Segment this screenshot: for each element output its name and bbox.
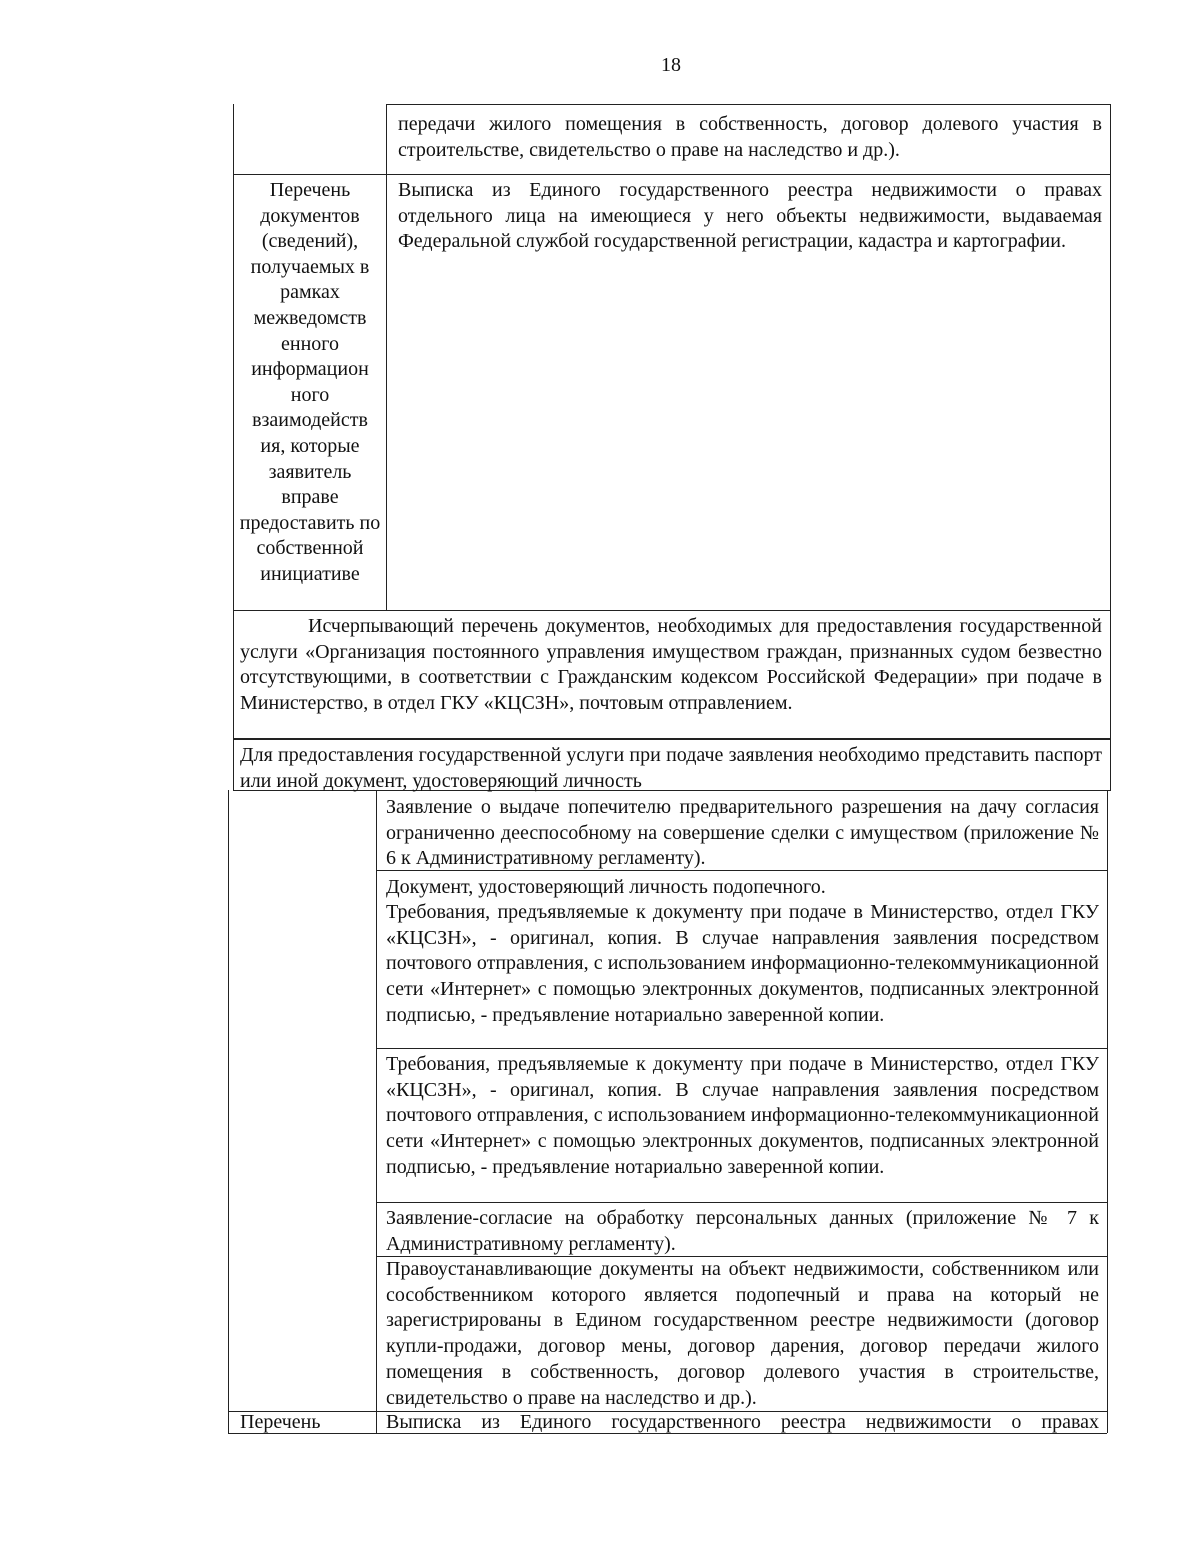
- interagency-label: Перечень документов (сведений), получаемых в рамках межведомств енного информацион ного взаимодейств ия, которые заявитель вправе предоставить по собственной инициативе: [239, 179, 381, 585]
- table-left-border-bottom: [228, 790, 229, 1433]
- table-left-border-top: [233, 104, 234, 610]
- document-item-title: Документ, удостоверяющий личность подопечного.: [386, 876, 826, 898]
- interagency-text: Выписка из Единого государственного реестра недвижимости о правах отдельного лица на имеющиеся у него объекты недвижимости, выдаваемая Федеральной службой государственной регистрации, кадастра и картографии.: [398, 179, 1102, 253]
- last-row-label: Перечень: [240, 1411, 321, 1433]
- table-right-border-bottom: [1107, 790, 1108, 1433]
- table-right-border-top: [1110, 104, 1111, 610]
- row-divider: [376, 1048, 1107, 1049]
- page-number: 18: [661, 54, 681, 76]
- last-row-text: Выписка из Единого государственного реестра недвижимости о правах: [386, 1411, 1099, 1433]
- passport-note-text: Для предоставления государственной услуги при подаче заявления необходимо представить паспорт или иной документ, удостоверяющий личность: [240, 744, 1102, 792]
- row-divider: [233, 174, 1110, 175]
- document-item: Требования, предъявляемые к документу при подаче в Министерство, отдел ГКУ «КЦСЗН», - оригинал, копия. В случае направления заявления посредством почтового отправления, с использованием информационно-телекоммуникационной сети «Интернет» с помощью электронных документов, подписанных электронной подписью, - предъявление нотариально заверенной копии.: [386, 901, 1099, 1026]
- row-divider: [386, 104, 1110, 105]
- row-divider: [376, 1202, 1107, 1203]
- document-item: Заявление о выдаче попечителю предварительного разрешения на дачу согласия ограниченно дееспособному на совершение сделки с имуществом (приложение № 6 к Административному регламенту).: [386, 796, 1099, 870]
- document-item: Заявление-согласие на обработку персональных данных (приложение № 7 к Административному регламенту).: [386, 1207, 1099, 1255]
- document-item: Требования, предъявляемые к документу при подаче в Министерство, отдел ГКУ «КЦСЗН», - оригинал, копия. В случае направления заявления посредством почтового отправления, с использованием информационно-телекоммуникационной сети «Интернет» с помощью электронных документов, подписанных электронной подписью, - предъявление нотариально заверенной копии.: [386, 1053, 1099, 1178]
- section-header-text: Исчерпывающий перечень документов, необходимых для предоставления государственной услуги «Организация постоянного управления имуществом граждан, признанных судом безвестно отсутствующими, в соответствии с Гражданским кодексом Российской Федерации» при подаче в Министерство, в отдел ГКУ «КЦСЗН», почтовым отправлением.: [240, 615, 1102, 715]
- table-column-divider-top: [386, 104, 387, 610]
- document-item: Правоустанавливающие документы на объект недвижимости, собственником или сособственником которого является подопечный и права на который не зарегистрированы в Едином государственном реестре недвижимости (договор купли-продажи, договор мены, договор дарения, договор передачи жилого помещения в собственность, договор долевого участия в строительстве, свидетельство о праве на наследство и др.).: [386, 1258, 1099, 1409]
- table-column-divider-bottom: [376, 790, 377, 1433]
- continuation-text: передачи жилого помещения в собственность, договор долевого участия в строительстве, свидетельство о праве на наследство и др.).: [398, 113, 1102, 161]
